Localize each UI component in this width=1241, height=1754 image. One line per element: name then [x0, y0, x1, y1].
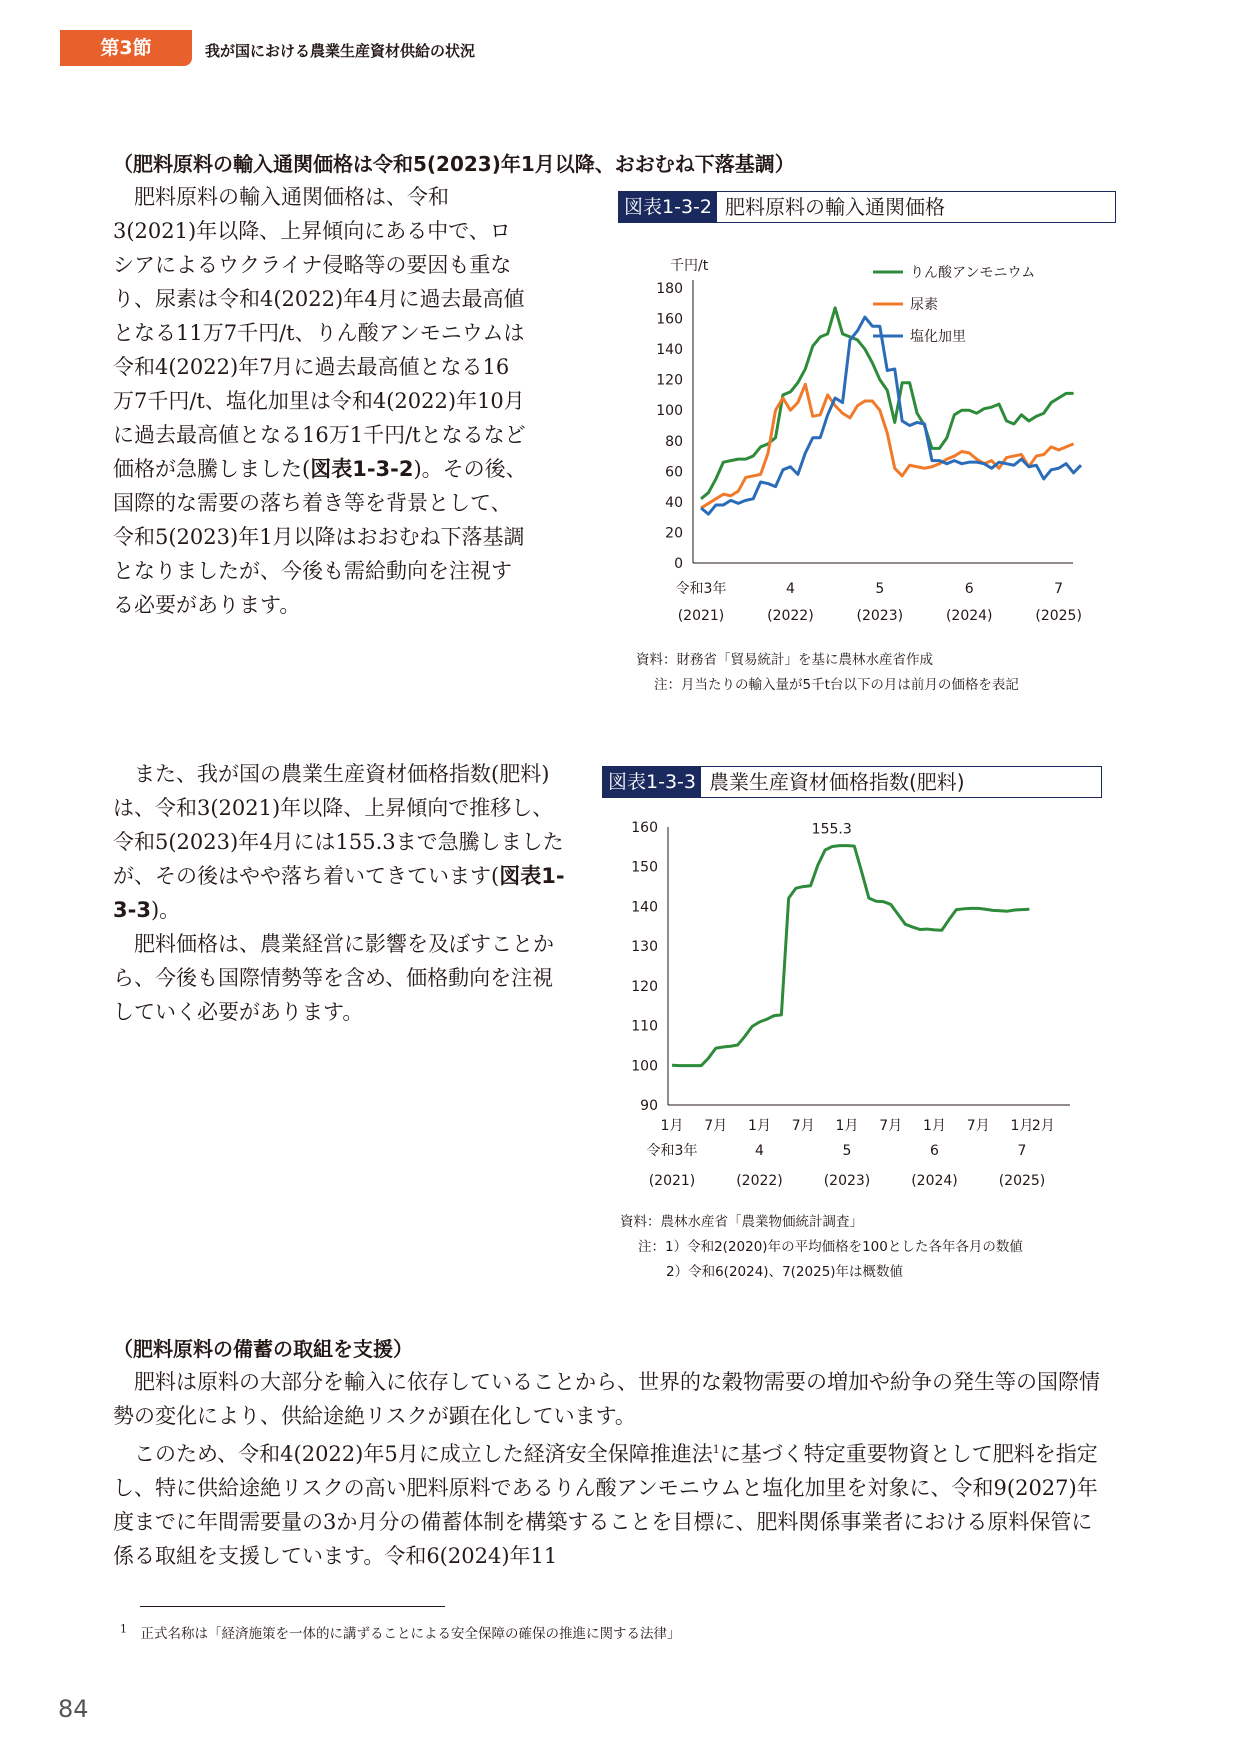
x-tick-label: 6 — [964, 581, 974, 597]
body-text: 肥料価格は、農業経営に影響を及ぼすことから、今後も国際情勢等を含め、価格動向を注視していく必要があります。 — [113, 932, 554, 1024]
y-tick-label: 160 — [656, 311, 683, 328]
figure-source: 資料：農林水産省「農業物価統計調査」 — [620, 1214, 863, 1230]
y-tick-label: 140 — [631, 899, 658, 916]
chart-fertilizer-index — [600, 805, 1100, 1205]
section-title: 我が国における農業生産資材供給の状況 — [205, 42, 476, 60]
y-tick-label: 80 — [665, 433, 683, 450]
legend-label: 尿素 — [910, 297, 938, 313]
x-year-label: (2022) — [736, 1173, 783, 1189]
x-month-label: 2月 — [1031, 1118, 1055, 1134]
body-paragraph-2 — [113, 757, 567, 1029]
x-year-label: 7 — [1017, 1143, 1027, 1159]
y-tick-label: 130 — [631, 939, 658, 956]
x-tick-label: 5 — [875, 581, 885, 597]
figure-title: 肥料原料の輸入通関価格 — [724, 195, 945, 219]
y-tick-label: 110 — [631, 1018, 658, 1035]
x-month-label: 1月 — [1010, 1118, 1034, 1134]
figure-note: 注：月当たりの輸入量が5千t台以下の月は前月の価格を表記 — [654, 677, 1019, 693]
figure-number: 図表1-3-2 — [619, 192, 717, 222]
body-paragraph-3 — [113, 1365, 1113, 1573]
legend-label: りん酸アンモニウム — [910, 265, 1036, 281]
x-month-label: 1月 — [923, 1118, 946, 1134]
x-month-label: 7月 — [791, 1118, 815, 1134]
figure-label-1-3-2 — [618, 191, 1116, 223]
x-year-label: (2023) — [823, 1173, 871, 1189]
figure-note: 注：1）令和2(2020)年の平均価格を100とした各年各月の数値 — [638, 1239, 1023, 1255]
footnote-text: 正式名称は「経済施策を一体的に講ずることによる安全保障の確保の推進に関する法律」 — [140, 1626, 681, 1642]
y-tick-label: 100 — [631, 1058, 658, 1075]
legend-label: 塩化加里 — [910, 329, 966, 345]
y-tick-label: 90 — [640, 1098, 658, 1114]
footnote-number: 1 — [120, 1622, 127, 1636]
chart-import-prices — [618, 228, 1118, 636]
x-year-label: 5 — [842, 1143, 852, 1159]
figure-reference-link[interactable]: 図表1-3-2 — [310, 457, 414, 481]
y-tick-label: 60 — [665, 464, 683, 481]
footnote-rule — [140, 1606, 445, 1607]
y-tick-label: 100 — [656, 403, 683, 420]
y-tick-label: 120 — [631, 978, 658, 995]
x-month-label: 1月 — [835, 1118, 859, 1134]
section-heading-2: （肥料原料の備蓄の取組を支援） — [113, 1337, 413, 1361]
x-tick-label: 7 — [1054, 581, 1064, 597]
x-year-label: (2025) — [998, 1173, 1046, 1189]
section-tab: 第3節 — [60, 30, 192, 66]
x-year-label: 令和3年 — [646, 1143, 698, 1159]
x-month-label: 1月 — [748, 1118, 771, 1134]
body-paragraph-1 — [113, 180, 528, 622]
x-year-label: 4 — [755, 1143, 764, 1159]
body-text: 肥料原料の輸入通関価格は、令和3(2021)年以降、上昇傾向にある中で、ロシアによるウクライナ侵略等の要因も重なり、尿素は令和4(2022)年4月に過去最高値となる11万7千円/t、りん酸アンモニウムは令和4(2022)年7月に過去最高値となる16万7千円/t、塩化加里は令和4(2022)年10月に過去最高値となる16万1千円/tとなるなど価格が急騰しました( — [113, 185, 526, 481]
body-text: このため、令和4(2022)年5月に成立した経済安全保障推進法 — [134, 1442, 713, 1466]
x-tick-label: 令和3年 — [675, 581, 727, 597]
figure-number: 図表1-3-3 — [603, 767, 701, 797]
body-text: また、我が国の農業生産資材価格指数(肥料)は、令和3(2021)年以降、上昇傾向で推移し、令和5(2023)年4月には155.3まで急騰しましたが、その後はやや落ち着いてきています( — [113, 762, 564, 888]
x-tick-label: (2024) — [945, 608, 993, 624]
y-tick-label: 160 — [631, 820, 658, 836]
x-tick-label: (2025) — [1035, 608, 1082, 624]
y-tick-label: 0 — [674, 556, 683, 572]
figure-source: 資料：財務省「貿易統計」を基に農林水産省作成 — [636, 652, 933, 668]
y-tick-label: 150 — [631, 859, 658, 876]
page-number: 84 — [58, 1695, 89, 1723]
body-text: )。 — [150, 898, 181, 922]
x-tick-label: (2021) — [677, 608, 725, 624]
figure-reference-link[interactable]: 図表1-3-3 — [113, 864, 565, 922]
footnote-marker[interactable]: 1 — [712, 1443, 720, 1456]
footnote — [120, 1622, 681, 1642]
y-tick-label: 20 — [665, 525, 683, 542]
body-text: に基づく特定重要物資として肥料を指定し、特に供給途絶リスクの高い肥料原料であるりん酸アンモニウムと塩化加里を対象に、令和9(2027)年度までに年間需要量の3か月分の備蓄体制を構築することを目標に、肥料関係事業者における原料保管に係る取組を支援しています。令和6(2024)年11 — [113, 1442, 1098, 1568]
series-line — [672, 846, 1029, 1066]
x-tick-label: (2023) — [856, 608, 904, 624]
y-tick-label: 120 — [656, 372, 683, 389]
x-month-label: 7月 — [966, 1118, 990, 1134]
x-month-label: 7月 — [879, 1118, 903, 1134]
y-tick-label: 40 — [665, 494, 683, 511]
x-year-label: (2021) — [648, 1173, 696, 1189]
figure-label-1-3-3 — [602, 766, 1102, 798]
body-text: 肥料は原料の大部分を輸入に依存していることから、世界的な穀物需要の増加や紛争の発生等の国際情勢の変化により、供給途絶リスクが顕在化しています。 — [113, 1370, 1100, 1428]
y-tick-label: 140 — [656, 342, 683, 359]
figure-title: 農業生産資材価格指数(肥料) — [708, 770, 965, 794]
x-tick-label: 4 — [785, 581, 795, 597]
body-text: )。その後、国際的な需要の落ち着き等を背景として、令和5(2023)年1月以降はおおむね下落基調となりましたが、今後も需給動向を注視する必要があります。 — [113, 457, 527, 617]
x-month-label: 7月 — [704, 1118, 728, 1134]
section-heading-1: （肥料原料の輸入通関価格は令和5(2023)年1月以降、おおむね下落基調） — [113, 152, 795, 176]
x-month-label: 1月 — [660, 1118, 684, 1134]
peak-annotation: 155.3 — [811, 821, 852, 838]
y-axis-unit: 千円/t — [670, 258, 709, 274]
figure-note: 2）令和6(2024)、7(2025)年は概数値 — [666, 1264, 904, 1280]
x-year-label: (2024) — [911, 1173, 958, 1189]
y-tick-label: 180 — [656, 281, 683, 297]
x-year-label: 6 — [930, 1143, 939, 1159]
x-tick-label: (2022) — [767, 608, 814, 624]
